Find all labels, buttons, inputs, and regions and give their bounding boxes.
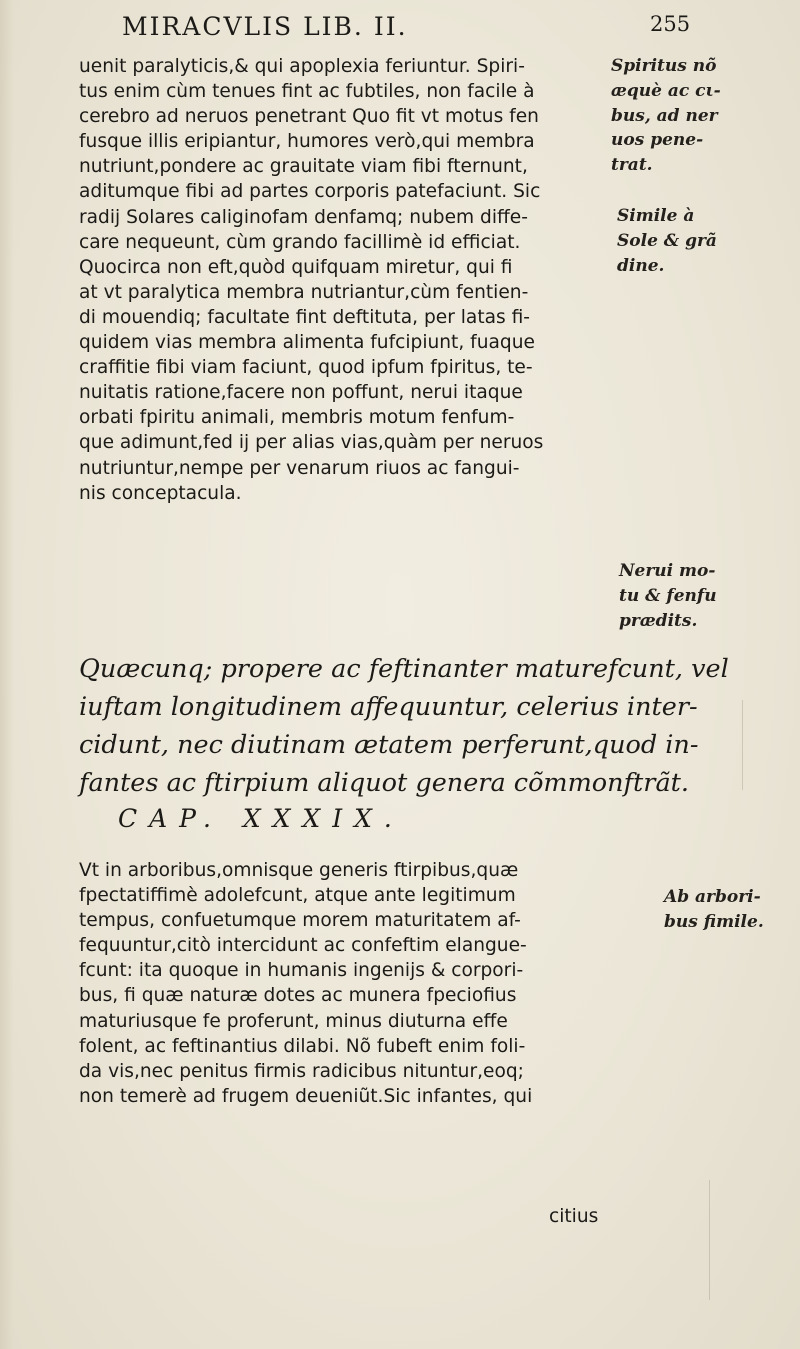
text-line: nis conceptacula. [79,482,242,504]
text-line: Quocirca non eft,quòd quifquam miretur, qui fi [79,256,513,278]
heading-line: cidunt, nec diutinam ætatem perferunt,quod in- [79,730,699,760]
paper-crease [709,1180,710,1300]
margin-note-line: Ab arbori- [664,887,761,907]
margin-note-line: bus fimile. [664,911,764,932]
paper-crease [742,700,743,790]
margin-note-line: tu & fenfu [619,585,717,606]
text-line: nutriuntur,nempe per venarum riuos ac fangui- [79,457,520,479]
text-line: bus, fi quæ naturæ dotes ac munera fpeciofius [79,985,517,1007]
heading-line: iuftam longitudinem affequuntur, celerius inter- [79,692,698,722]
text-line: fcunt: ita quoque in humanis ingenijs & corpori- [79,960,524,982]
margin-note-arboribus [664,885,764,935]
page-edge-shadow [0,0,14,1349]
section-heading [79,650,729,802]
text-line: tempus, confuetumque morem maturitatem af- [79,910,521,932]
text-line: que adimunt,fed ij per alias vias,quàm per neruos [79,432,544,454]
text-line: aditumque fibi ad partes corporis patefaciunt. Sic [79,181,541,203]
running-header [0,12,800,46]
text-line: at vt paralytica membra nutriantur,cùm fentien- [79,281,529,303]
text-line: orbati fpiritu animali, membris motum fenfum- [79,407,515,429]
margin-note-line: Nerui mo- [619,561,716,581]
text-line: uenit paralyticis,& qui apoplexia feriuntur. Spiri- [79,56,525,77]
heading-line: Quæcunq; propere ac feftinanter maturefcunt, vel [79,654,729,684]
chapter-number: CAP. XXXIX. [118,804,404,833]
text-line: fusque illis eripiantur, humores verò,qui membra [79,131,535,153]
margin-note-line: dine. [617,255,665,276]
text-line: non temerè ad frugem deueniũt.Sic infantes, qui [79,1085,533,1107]
margin-note-line: Simile à [617,206,695,226]
margin-note-line: Spiritus nõ [611,56,717,76]
text-line: nuitatis ratione,facere non poffunt, nerui itaque [79,382,523,404]
margin-note-line: trat. [611,155,653,176]
page-number: 255 [650,12,691,36]
text-line: fpectatiffimè adolefcunt, atque ante legitimum [79,885,516,907]
margin-note-spiritus [611,54,721,178]
paragraph-2 [79,858,659,1109]
margin-note-line: æquè ac cι- [611,80,721,101]
margin-note-nerui [619,559,717,633]
text-line: care nequeunt, cùm grando facillimè id efficiat. [79,231,521,253]
text-line: quidem vias membra alimenta fufcipiunt, fuaque [79,332,535,354]
margin-note-line: uos pene- [611,130,704,151]
margin-note-simile [617,204,717,278]
text-line: di mouendiq; facultate fint deftituta, per latas fi- [79,306,531,328]
margin-note-line: bus, ad ner [611,105,718,126]
text-line: nutriunt,pondere ac grauitate viam fibi fternunt, [79,156,528,178]
text-line: folent, ac feftinantius dilabi. Nõ fubeft enim foli- [79,1035,526,1057]
catchword: citius [549,1206,599,1227]
heading-line: fantes ac ftirpium aliquot genera cõmmonftrãt. [79,768,689,798]
text-line: radij Solares caliginofam denfamq; nubem diffe- [79,206,528,228]
text-line: maturiusque fe proferunt, minus diuturna effe [79,1010,508,1032]
text-line: cerebro ad neruos penetrant Quo fit vt motus fen [79,106,539,128]
margin-note-line: prædits. [619,610,698,631]
margin-note-line: Sole & grã [617,230,717,251]
text-line: tus enim cùm tenues fint ac fubtiles, non facile à [79,81,535,103]
text-line: Vt in arboribus,omnisque generis ftirpibus,quæ [79,860,519,881]
text-line: da vis,nec penitus firmis radicibus nituntur,eoq; [79,1060,524,1082]
text-line: craffitie fibi viam faciunt, quod ipfum fpiritus, te- [79,357,533,379]
running-title: MIRACVLIS LIB. II. [122,12,408,41]
paragraph-1 [79,54,609,506]
text-line: fequuntur,citò intercidunt ac confeftim elangue- [79,935,527,957]
